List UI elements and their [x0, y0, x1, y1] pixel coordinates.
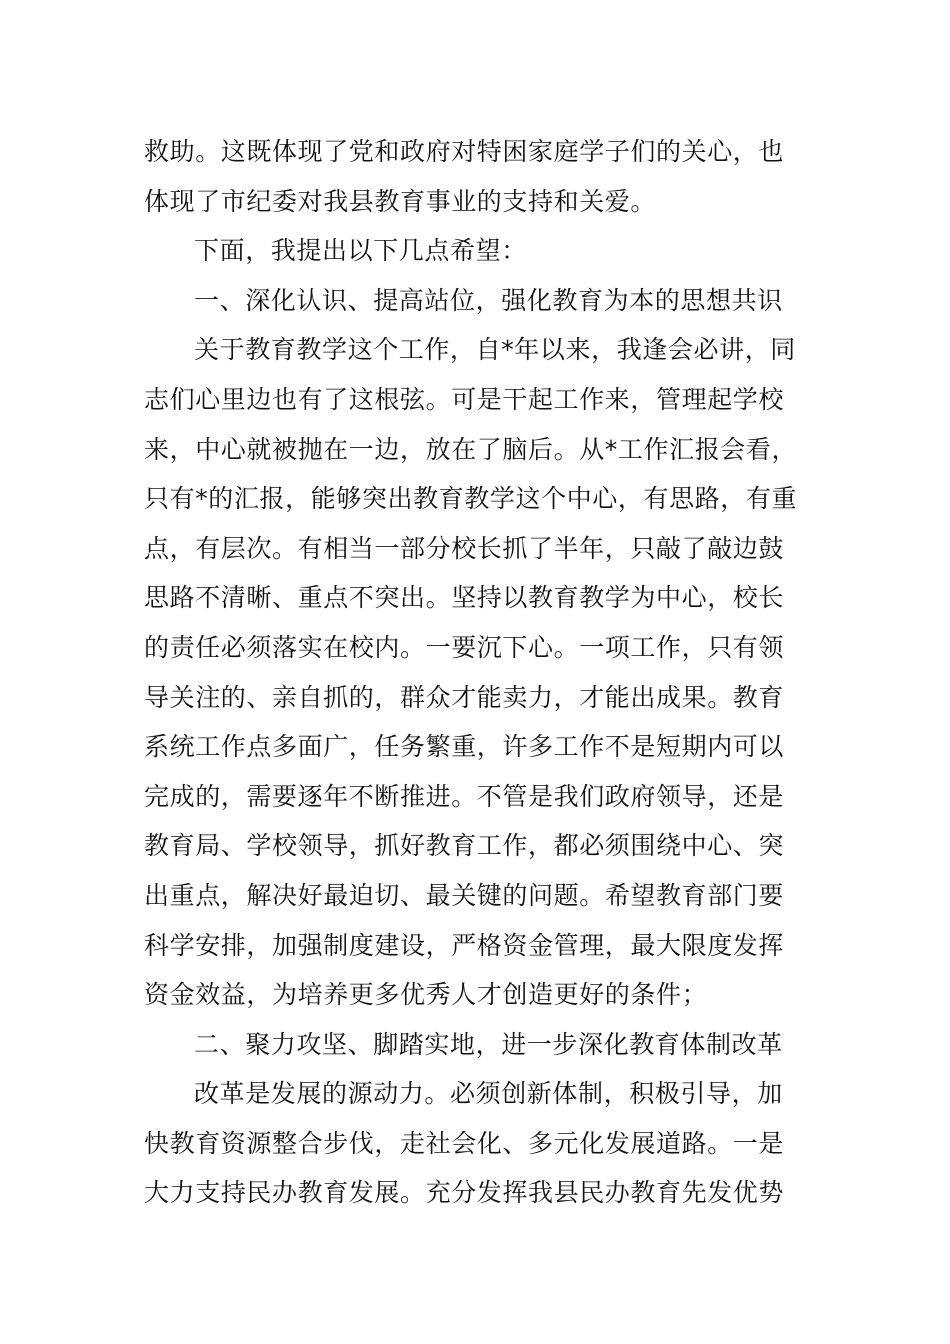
text-line: 只有*的汇报，能够突出教育教学这个中心，有思路，有重: [144, 484, 798, 514]
text-line: 导关注的、亲自抓的，群众才能卖力，才能出成果。教育: [144, 682, 785, 712]
text-line: 体现了市纪委对我县教育事业的支持和关爱。: [144, 186, 657, 216]
text-line: 点，有层次。有相当一部分校长抓了半年，只敲了敲边鼓: [144, 533, 785, 563]
paragraph-start-line: 改革是发展的源动力。必须创新体制，积极引导，加: [194, 1079, 783, 1109]
section-heading-1: 一、深化认识、提高站位，强化教育为本的思想共识: [194, 285, 783, 315]
text-line: 科学安排，加强制度建设，严格资金管理，最大限度发挥: [144, 930, 785, 960]
text-line: 大力支持民办教育发展。充分发挥我县民办教育先发优势: [144, 1178, 785, 1208]
text-line: 的责任必须落实在校内。一要沉下心。一项工作，只有领: [144, 632, 785, 662]
text-line: 完成的，需要逐年不断推进。不管是我们政府领导，还是: [144, 781, 785, 811]
text-line: 来，中心就被抛在一边，放在了脑后。从*工作汇报会看，: [144, 434, 798, 464]
text-line: 思路不清晰、重点不突出。坚持以教育教学为中心，校长: [144, 583, 785, 613]
text-line: 资金效益，为培养更多优秀人才创造更好的条件；: [144, 980, 708, 1010]
text-line: 志们心里边也有了这根弦。可是干起工作来，管理起学校: [144, 384, 785, 414]
text-line: 救助。这既体现了党和政府对特困家庭学子们的关心，也: [144, 137, 785, 166]
text-line: 系统工作点多面广，任务繁重，许多工作不是短期内可以: [144, 732, 785, 762]
section-heading-2: 二、聚力攻坚、脚踏实地，进一步深化教育体制改革: [194, 1029, 783, 1059]
text-line: 教育局、学校领导，抓好教育工作，都必须围绕中心、突: [144, 831, 785, 861]
document-body: [144, 127, 808, 1218]
text-line: 快教育资源整合步伐，走社会化、多元化发展道路。一是: [144, 1128, 785, 1158]
text-line: 出重点，解决好最迫切、最关键的问题。希望教育部门要: [144, 880, 785, 910]
paragraph-start-line: 关于教育教学这个工作，自*年以来，我逢会必讲，同: [194, 335, 796, 365]
paragraph-start-line: 下面，我提出以下几点希望：: [194, 236, 527, 266]
